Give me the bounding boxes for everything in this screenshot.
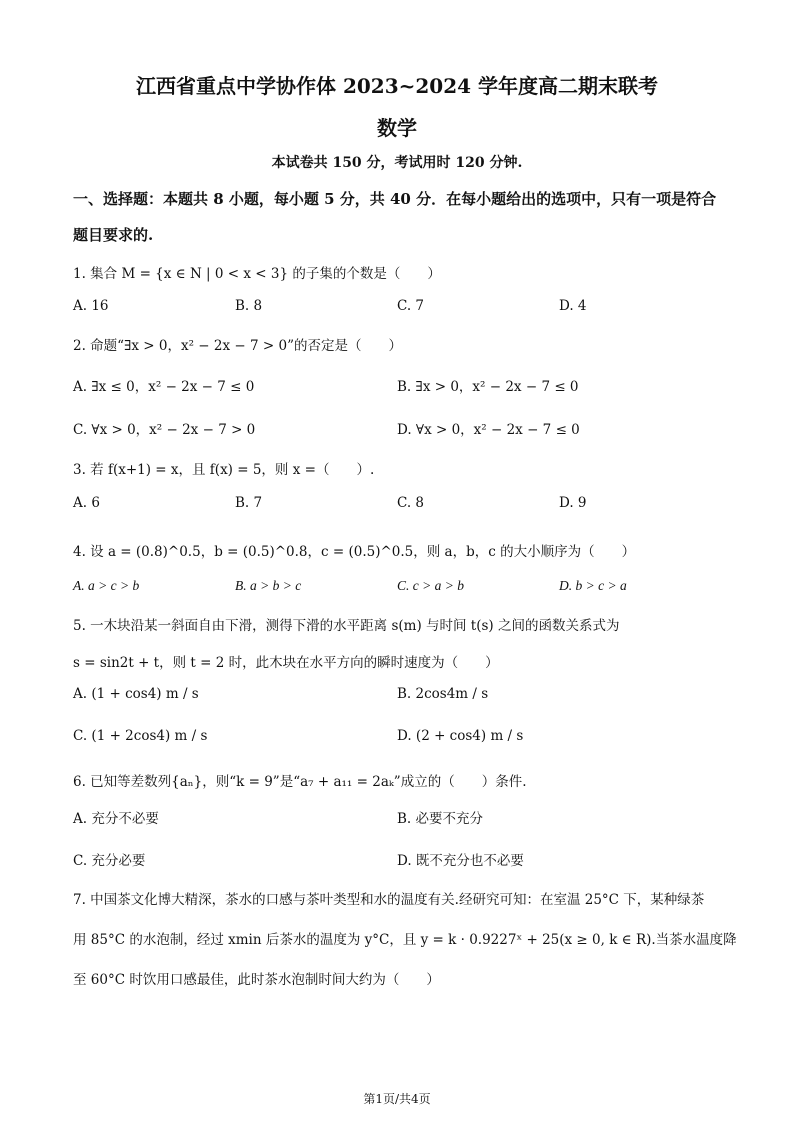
exam-subject: 数学	[377, 116, 417, 140]
question-2-option-a: A. ∃x ≤ 0，x² − 2x − 7 ≤ 0	[73, 379, 255, 395]
question-1-option-b: B. 8	[235, 298, 263, 314]
question-7-stem-line-1: 7. 中国茶文化博大精深，茶水的口感与茶叶类型和水的温度有关.经研究可知：在室温 25°C 下，某种绿茶	[73, 892, 705, 908]
question-4-option-d: D. b > c > a	[559, 578, 627, 593]
question-3-stem: 3. 若 f(x+1) = x，且 f(x) = 5，则 x =（ ）.	[73, 462, 375, 478]
question-6-option-a: A. 充分不必要	[73, 811, 159, 827]
question-1-option-a: A. 16	[73, 298, 109, 314]
question-2-stem: 2. 命题“∃x > 0，x² − 2x − 7 > 0”的否定是（ ）	[73, 338, 402, 354]
section-heading-line-1: 一、选择题：本题共 8 小题，每小题 5 分，共 40 分．在每小题给出的选项中，只有一项是符合	[73, 190, 717, 208]
question-1-option-c: C. 7	[397, 298, 425, 314]
question-3-option-c: C. 8	[397, 495, 425, 511]
question-4-option-a: A. a > c > b	[73, 578, 140, 593]
question-6-option-d: D. 既不充分也不必要	[397, 853, 524, 869]
question-4-option-c: C. c > a > b	[397, 578, 464, 593]
question-2-option-c: C. ∀x > 0，x² − 2x − 7 > 0	[73, 422, 256, 438]
question-5-stem-line-2: s = sin2t + t，则 t = 2 时，此木块在水平方向的瞬时速度为（ ）	[73, 655, 499, 671]
question-7-stem-line-2: 用 85°C 的水泡制，经过 xmin 后茶水的温度为 y°C，且 y = k · 0.9227ˣ + 25(x ≥ 0, k ∈ R).当茶水温度降	[73, 932, 737, 948]
question-4-stem: 4. 设 a = (0.8)^0.5，b = (0.5)^0.8，c = (0.5)^0.5，则 a，b，c 的大小顺序为（ ）	[73, 544, 636, 560]
page-footer: 第1页/共4页	[363, 1092, 431, 1106]
question-5-option-d: D. (2 + cos4) m / s	[397, 728, 524, 744]
question-4-option-b: B. a > b > c	[235, 578, 302, 593]
question-6-option-b: B. 必要不充分	[397, 811, 484, 827]
question-1-option-d: D. 4	[559, 298, 587, 314]
question-3-option-b: B. 7	[235, 495, 263, 511]
question-7-stem-line-3: 至 60°C 时饮用口感最佳，此时茶水泡制时间大约为（ ）	[73, 972, 440, 988]
question-5-option-c: C. (1 + 2cos4) m / s	[73, 728, 208, 744]
question-3-option-d: D. 9	[559, 495, 587, 511]
question-5-option-a: A. (1 + cos4) m / s	[73, 686, 199, 702]
question-2-option-d: D. ∀x > 0，x² − 2x − 7 ≤ 0	[397, 422, 580, 438]
question-6-stem: 6. 已知等差数列{aₙ}，则“k = 9”是“a₇ + a₁₁ = 2aₖ”成立的（ ）条件.	[73, 774, 527, 790]
question-2-option-b: B. ∃x > 0，x² − 2x − 7 ≤ 0	[397, 379, 579, 395]
exam-note: 本试卷共 150 分，考试用时 120 分钟.	[271, 155, 523, 171]
question-5-option-b: B. 2cos4m / s	[397, 686, 489, 702]
question-5-stem-line-1: 5. 一木块沿某一斜面自由下滑，测得下滑的水平距离 s(m) 与时间 t(s) 之间的函数关系式为	[73, 618, 620, 634]
question-6-option-c: C. 充分必要	[73, 853, 146, 869]
question-3-option-a: A. 6	[73, 495, 100, 511]
section-heading-line-2: 题目要求的.	[73, 226, 154, 244]
question-1-stem: 1. 集合 M = {x ∈ N | 0 < x < 3} 的子集的个数是（ ）	[73, 266, 441, 282]
exam-title: 江西省重点中学协作体 2023~2024 学年度高二期末联考	[135, 74, 658, 98]
